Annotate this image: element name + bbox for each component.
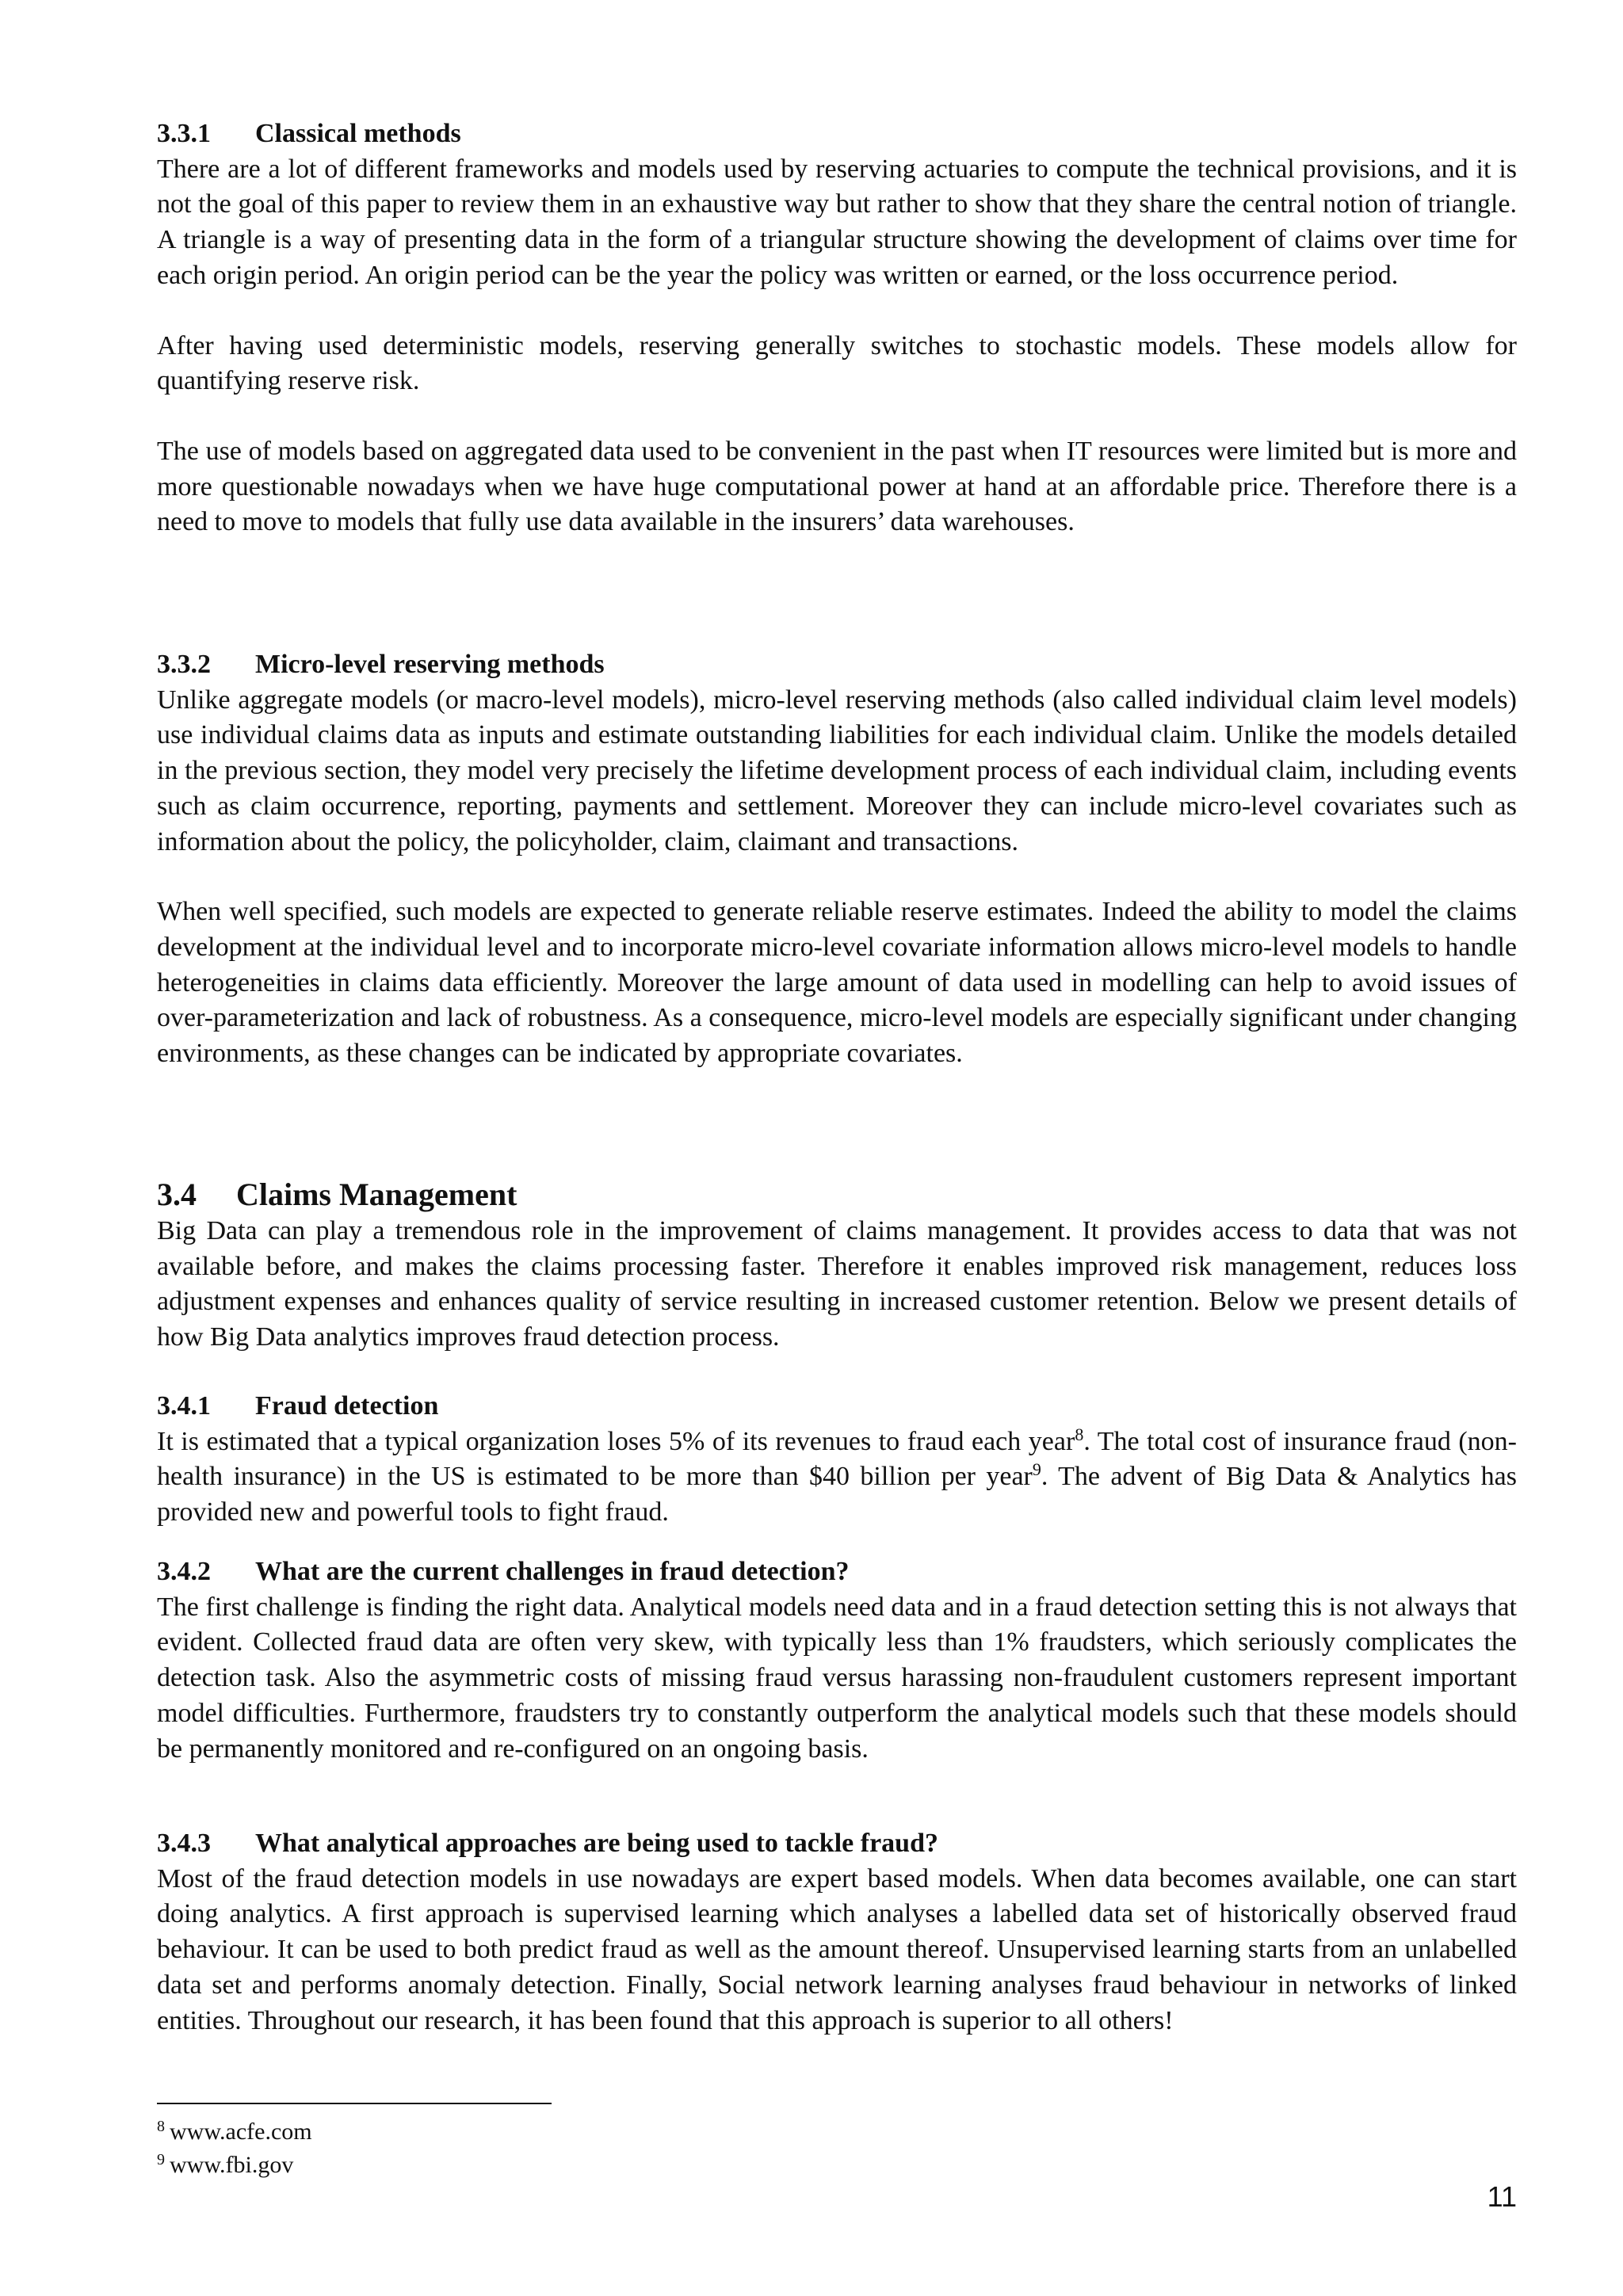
- section-3-3-2: [157, 647, 1517, 1072]
- footnote-item: [157, 2115, 312, 2149]
- paragraph: Most of the fraud detection models in use nowadays are expert based models. When data becomes available, one can start doing analytics. A first approach is supervised learning which analyses a labelled data set of historically observed fraud behaviour. It can be used to both predict fraud as well as the amount thereof. Unsupervised learning starts from an unlabelled data set and performs anomaly detection. Finally, Social network learning analyses fraud behaviour in networks of linked entities. Throughout our research, it has been found that this approach is superior to all others!: [157, 1863, 1517, 2035]
- footnote-link[interactable]: www.acfe.com: [170, 2119, 312, 2145]
- paragraph: When well specified, such models are expected to generate reliable reserve estimates. Indeed the ability to model the claims development at the individual level and to incorporate micro-level covariate information allows micro-level models to handle heterogeneities in claims data efficiently. Moreover the large amount of data used in modelling can help to avoid issues of over-parameterization and lack of robustness. As a consequence, micro-level models are especially significant under changing environments, as these changes can be indicated by appropriate covariates.: [157, 897, 1517, 1069]
- paragraph: Unlike aggregate models (or macro-level models), micro-level reserving methods (also called individual claim level models) use individual claims data as inputs and estimate outstanding liabilities for each individual claim. Unlike the models detailed in the previous section, they model very precisely the lifetime development process of each individual claim, including events such as claim occurrence, reporting, payments and settlement. Moreover they can include micro-level covariates such as information about the policy, the policyholder, claim, claimant and transactions.: [157, 685, 1517, 856]
- section-3-4-2: [157, 1554, 1517, 1767]
- footnote-mark: 9: [157, 2151, 165, 2168]
- section-number: 3.3.2: [157, 650, 211, 679]
- section-title: Micro-level reserving methods: [255, 650, 605, 679]
- footnote-ref[interactable]: 8: [1075, 1424, 1084, 1444]
- footnote-item: [157, 2149, 312, 2182]
- section-number: 3.4.2: [157, 1557, 211, 1586]
- section-3-4: [157, 1176, 1517, 1356]
- paragraph: Big Data can play a tremendous role in the improvement of claims management. It provides access to data that was not available before, and makes the claims processing faster. Therefore it enables improved risk management, reduces loss adjustment expenses and enhances quality of service resulting in increased customer retention. Below we present details of how Big Data analytics improves fraud detection process.: [157, 1216, 1517, 1352]
- footnotes: [157, 2115, 312, 2182]
- paragraph: The use of models based on aggregated data used to be convenient in the past when IT resources were limited but is more and more questionable nowadays when we have huge computational power at hand at an affordable price. Therefore there is a need to move to models that fully use data available in the insurers’ data warehouses.: [157, 436, 1517, 537]
- section-heading: [157, 1826, 1517, 1862]
- page-number: 11: [1487, 2180, 1517, 2213]
- section-number: 3.4.1: [157, 1391, 211, 1421]
- paragraph: After having used deterministic models, reserving generally switches to stochastic models. These models allow for quantifying reserve risk.: [157, 330, 1517, 396]
- section-heading: [157, 1176, 1517, 1214]
- text-run: . The total cost of insurance fraud (non-health insurance) in the US is estimated to be more than $40 billion per year: [157, 1426, 1518, 1492]
- section-heading: [157, 647, 1517, 683]
- section-number: 3.4.3: [157, 1829, 211, 1858]
- section-title: Classical methods: [255, 119, 461, 148]
- footnote-divider: [157, 2103, 552, 2104]
- footnote-ref[interactable]: 9: [1032, 1459, 1041, 1480]
- section-3-3-1: [157, 116, 1517, 540]
- section-3-4-3: [157, 1826, 1517, 2039]
- text-run: . The advent of Big Data & Analytics has provided new and powerful tools to fight fraud.: [157, 1462, 1517, 1527]
- paragraph: The first challenge is finding the right data. Analytical models need data and in a fraud detection setting this is not always that evident. Collected fraud data are often very skew, with typically less than 1% fraudsters, which seriously complicates the detection task. Also the asymmetric costs of missing fraud versus harassing non-fraudulent customers represent important model difficulties. Furthermore, fraudsters try to constantly outperform the analytical models such that these models should be permanently monitored and re-configured on an ongoing basis.: [157, 1592, 1517, 1764]
- section-heading: [157, 1554, 1517, 1590]
- section-heading: [157, 1389, 1517, 1425]
- text-run: It is estimated that a typical organization loses 5% of its revenues to fraud each year: [157, 1426, 1075, 1456]
- section-title: What are the current challenges in fraud detection?: [255, 1557, 850, 1586]
- paragraph: [157, 1425, 1517, 1531]
- section-title: What analytical approaches are being used to tackle fraud?: [255, 1829, 938, 1858]
- section-3-4-1: [157, 1389, 1517, 1531]
- section-number: 3.4: [157, 1177, 197, 1212]
- footnote-mark: 8: [157, 2118, 165, 2135]
- footnote-link[interactable]: www.fbi.gov: [170, 2152, 294, 2178]
- section-number: 3.3.1: [157, 119, 211, 148]
- section-heading: [157, 116, 1517, 152]
- section-title: Fraud detection: [255, 1391, 439, 1421]
- section-title: Claims Management: [236, 1177, 517, 1212]
- paragraph: There are a lot of different frameworks and models used by reserving actuaries to compute the technical provisions, and it is not the goal of this paper to review them in an exhaustive way but rather to show that they share the central notion of triangle. A triangle is a way of presenting data in the form of a triangular structure showing the development of claims over time for each origin period. An origin period can be the year the policy was written or earned, or the loss occurrence period.: [157, 154, 1517, 290]
